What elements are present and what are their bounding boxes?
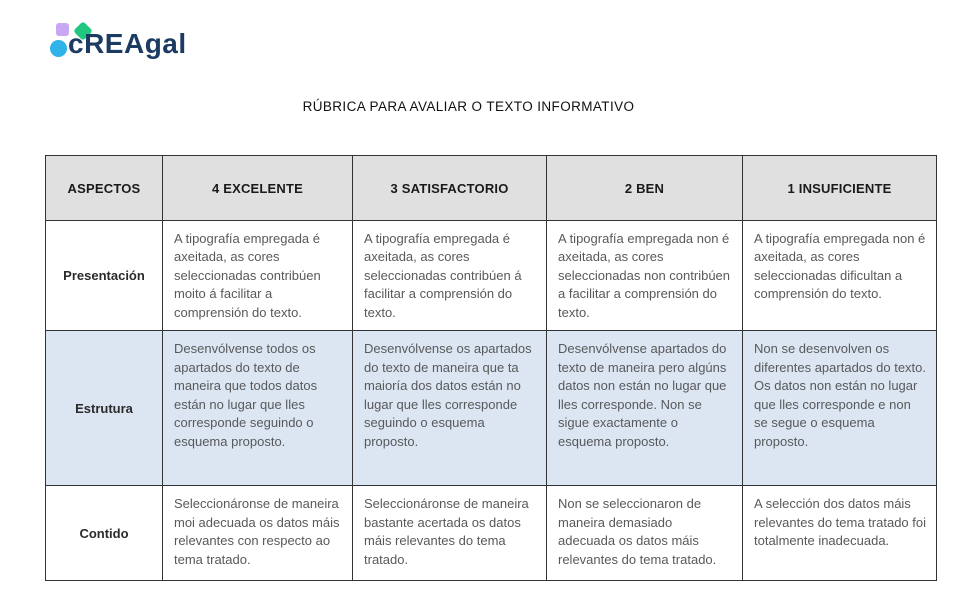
cell-contido-satisfactorio: Seleccionáronse de maneira bastante acertada os datos máis relevantes do tema tratado.: [353, 486, 547, 581]
cell-estrutura-excelente: Desenvólvense todos os apartados do texto de maneira que todos datos están no lugar que lles corresponde seguindo o esquema proposto.: [163, 331, 353, 486]
cell-presentacion-ben: A tipografía empregada non é axeitada, as cores seleccionadas non contribúen a facilitar a comprensión do texto.: [547, 221, 743, 331]
logo-circle-icon: [50, 40, 67, 57]
cell-estrutura-satisfactorio: Desenvólvense os apartados do texto de maneira que ta maioría dos datos están no lugar que lles corresponde seguindo o esquema proposto.: [353, 331, 547, 486]
cell-estrutura-insuficiente: Non se desenvolven os diferentes apartados do texto. Os datos non están no lugar que lles corresponde e non se segue o esquema proposto.: [743, 331, 937, 486]
table-row-estrutura: [46, 331, 937, 486]
cell-contido-insuficiente: A selección dos datos máis relevantes do tema tratado foi totalmente inadecuada.: [743, 486, 937, 581]
cell-contido-ben: Non se seleccionaron de maneira demasiado adecuada os datos máis relevantes do tema tratado.: [547, 486, 743, 581]
header-row: [46, 156, 937, 221]
table-row-contido: [46, 486, 937, 581]
cell-contido-excelente: Seleccionáronse de maneira moi adecuada os datos máis relevantes con respecto ao tema tratado.: [163, 486, 353, 581]
aspect-label-contido: Contido: [46, 486, 163, 581]
cell-presentacion-excelente: A tipografía empregada é axeitada, as cores seleccionadas contribúen moito á facilitar a comprensión do texto.: [163, 221, 353, 331]
cell-presentacion-satisfactorio: A tipografía empregada é axeitada, as cores seleccionadas contribúen á facilitar a comprensión do texto.: [353, 221, 547, 331]
logo-text: cREAgal: [68, 28, 187, 59]
table-row-presentacion: [46, 221, 937, 331]
header-insuficiente: 1 INSUFICIENTE: [743, 156, 937, 221]
header-satisfactorio: 3 SATISFACTORIO: [353, 156, 547, 221]
cell-presentacion-insuficiente: A tipografía empregada non é axeitada, as cores seleccionadas dificultan a comprensión do texto.: [743, 221, 937, 331]
page-title: RÚBRICA PARA AVALIAR O TEXTO INFORMATIVO: [302, 99, 635, 114]
aspect-label-estrutura: Estrutura: [46, 331, 163, 486]
header-aspectos: ASPECTOS: [46, 156, 163, 221]
creagal-logo: [50, 23, 230, 63]
header-excelente: 4 EXCELENTE: [163, 156, 353, 221]
cell-estrutura-ben: Desenvólvense apartados do texto de maneira pero algúns datos non están no lugar que lles corresponde. Non se sigue exactamente o esquema proposto.: [547, 331, 743, 486]
aspect-label-presentacion: Presentación: [46, 221, 163, 331]
header-ben: 2 BEN: [547, 156, 743, 221]
rubric-table: [45, 155, 937, 581]
